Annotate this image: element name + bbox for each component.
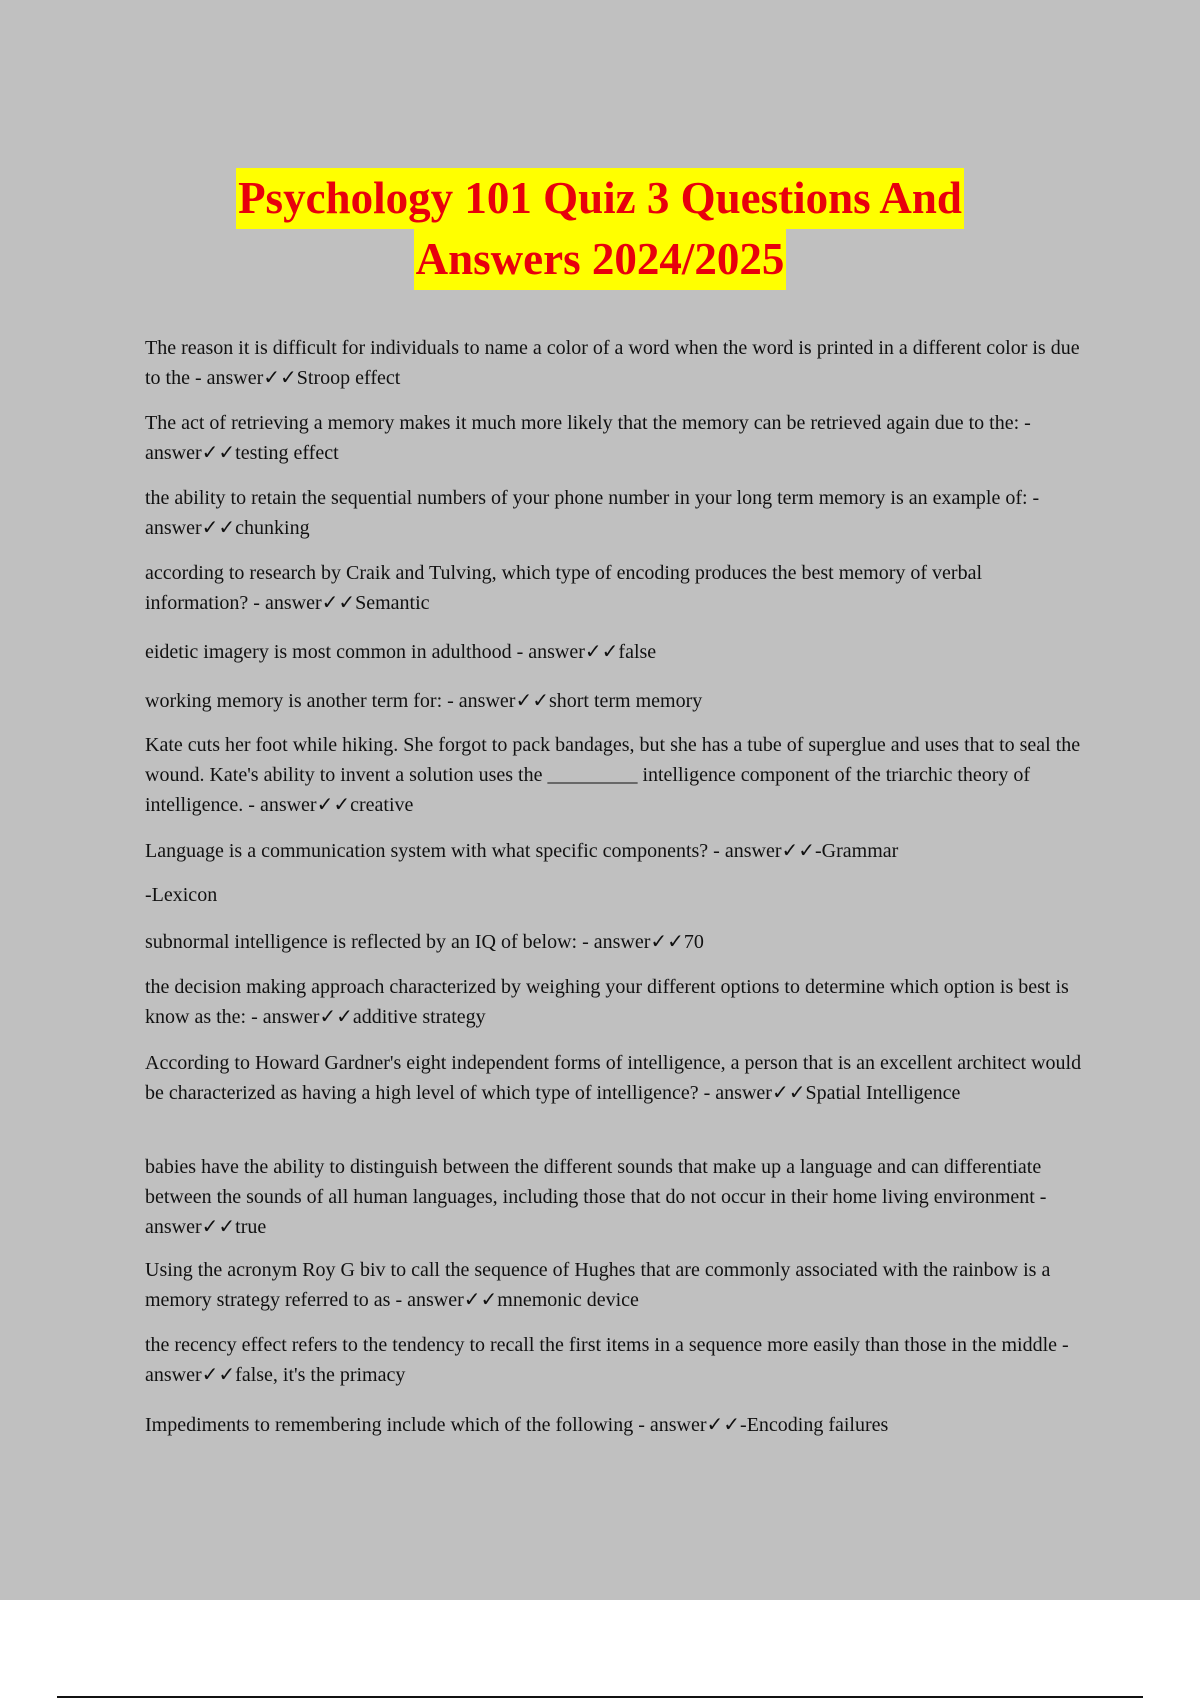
qa-item-10: subnormal intelligence is reflected by an IQ of below: - answer✓✓70 — [145, 931, 704, 953]
document-title — [0, 168, 1200, 290]
qa-item-5: eidetic imagery is most common in adulthood - answer✓✓false — [145, 641, 657, 663]
title-line-1: Psychology 101 Quiz 3 Questions And — [236, 168, 964, 229]
qa-item-14: Using the acronym Roy G biv to call the sequence of Hughes that are commonly associated with the rainbow is a memory strategy referred to as - answer✓✓mnemonic device — [145, 1259, 1051, 1311]
qa-item-15: the recency effect refers to the tendency to recall the first items in a sequence more easily than those in the middle - answer✓✓false, it's the primacy — [145, 1334, 1069, 1386]
qa-item-7: Kate cuts her foot while hiking. She forgot to pack bandages, but she has a tube of superglue and uses that to seal the wound. Kate's ability to invent a solution uses the _________ intelligence component of the triarchic theory of intelligence. - answer✓✓creative — [145, 734, 1081, 816]
qa-item-1: The reason it is difficult for individuals to name a color of a word when the word is printed in a different color is due to the - answer✓✓Stroop effect — [145, 337, 1080, 389]
qa-item-12: According to Howard Gardner's eight independent forms of intelligence, a person that is an excellent architect would be characterized as having a high level of which type of intelligence? - answer✓✓Spatial Intelligence — [145, 1052, 1082, 1104]
qa-item-2: The act of retrieving a memory makes it much more likely that the memory can be retrieved again due to the: - answer✓✓testing effect — [145, 412, 1031, 464]
qa-item-6: working memory is another term for: - answer✓✓short term memory — [145, 690, 703, 712]
qa-item-4: according to research by Craik and Tulving, which type of encoding produces the best memory of verbal information? - answer✓✓Semantic — [145, 562, 983, 614]
qa-item-13: babies have the ability to distinguish between the different sounds that make up a language and can differentiate between the sounds of all human languages, including those that do not occur in their home living environment - answer✓✓true — [145, 1156, 1047, 1238]
qa-item-16: Impediments to remembering include which of the following - answer✓✓-Encoding failures — [145, 1414, 889, 1436]
title-line-2: Answers 2024/2025 — [414, 229, 787, 290]
qa-item-8: Language is a communication system with what specific components? - answer✓✓-Grammar — [145, 840, 899, 862]
qa-item-11: the decision making approach characterized by weighing your different options to determine which option is best is know as the: - answer✓✓additive strategy — [145, 976, 1069, 1028]
footer-divider — [57, 1696, 1143, 1698]
qa-item-9: -Lexicon — [145, 884, 218, 906]
qa-item-3: the ability to retain the sequential numbers of your phone number in your long term memory is an example of: - answer✓✓chunking — [145, 487, 1040, 539]
